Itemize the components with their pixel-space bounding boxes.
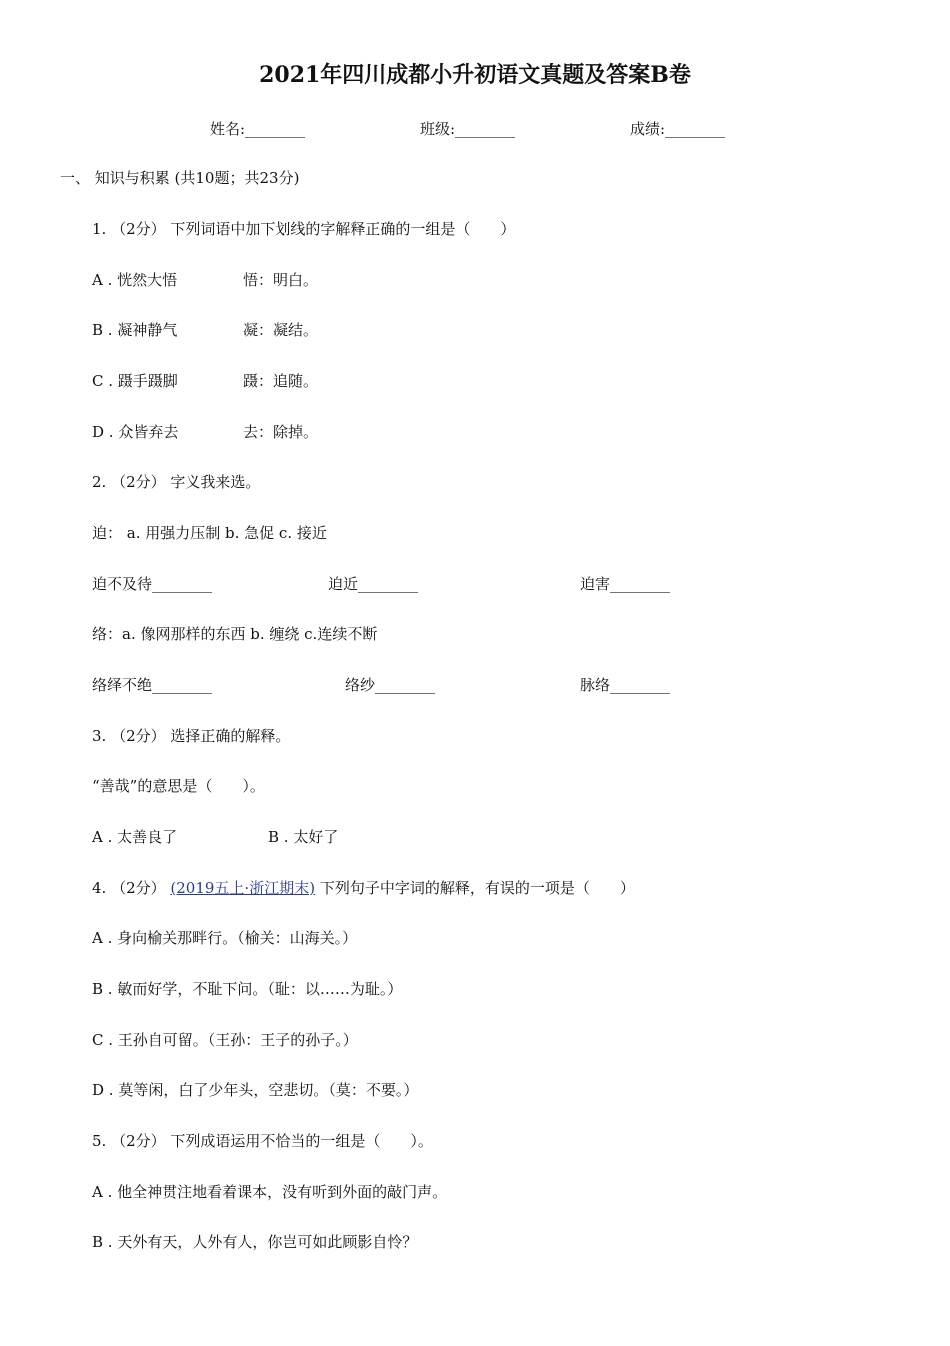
score-field: 成绩:________ [630, 120, 726, 138]
q1-option-c-explanation: 蹑：追随。 [243, 372, 319, 390]
q2-luo-definitions: 络：a. 像网那样的东西 b. 缠绕 c.连续不断 [92, 625, 378, 643]
q4-question-text: 下列句子中字词的解释，有误的一项是（ ） [319, 879, 635, 897]
q3-subquestion: “善哉”的意思是（ ）。 [92, 777, 265, 795]
q3-option-b: B . 太好了 [268, 828, 339, 846]
q1-option-d: D . 众皆弃去 [92, 423, 179, 441]
q1-option-a: A . 恍然大悟 [92, 271, 178, 289]
q2-po-definitions: 迫： a. 用强力压制 b. 急促 c. 接近 [92, 524, 327, 542]
q1-option-d-explanation: 去：除掉。 [243, 423, 319, 441]
q2-po-blank-3: 迫害________ [580, 575, 671, 593]
q4-option-b: B . 敏而好学，不耻下问。（耻：以……为耻。） [92, 980, 403, 998]
question-4-stem [92, 877, 635, 898]
class-field: 班级:________ [420, 120, 516, 138]
q5-option-b: B . 天外有天，人外有人，你岂可如此顾影自怜？ [92, 1233, 418, 1251]
q3-option-a: A . 太善良了 [92, 828, 178, 846]
q1-option-a-explanation: 悟：明白。 [243, 271, 319, 289]
q2-po-blank-1: 迫不及待________ [92, 575, 213, 593]
question-2-stem: 2. （2分） 字义我来选。 [92, 473, 261, 491]
q2-luo-blank-1: 络绎不绝________ [92, 676, 213, 694]
q4-source-link[interactable]: (2019五上·浙江期末) [170, 879, 316, 897]
question-3-stem: 3. （2分） 选择正确的解释。 [92, 727, 291, 745]
q4-option-a: A . 身向榆关那畔行。（榆关：山海关。） [92, 929, 358, 947]
q2-luo-blank-3: 脉络________ [580, 676, 671, 694]
q1-option-b: B . 凝神静气 [92, 321, 178, 339]
q5-option-a: A . 他全神贯注地看着课本，没有听到外面的敲门声。 [92, 1183, 448, 1201]
q1-option-b-explanation: 凝：凝结。 [243, 321, 319, 339]
q2-luo-blank-2: 络纱________ [345, 676, 436, 694]
name-field: 姓名:________ [210, 120, 306, 138]
question-1-stem: 1. （2分） 下列词语中加下划线的字解释正确的一组是（ ） [92, 220, 516, 238]
q4-option-c: C . 王孙自可留。（王孙：王子的孙子。） [92, 1031, 358, 1049]
q2-po-blank-2: 迫近________ [328, 575, 419, 593]
section-heading: 一、 知识与积累 (共10题；共23分) [60, 169, 300, 187]
question-5-stem: 5. （2分） 下列成语运用不恰当的一组是（ ）。 [92, 1132, 433, 1150]
q4-number: 4. （2分） [92, 879, 166, 897]
page-title: 2021年四川成都小升初语文真题及答案B卷 [259, 62, 691, 88]
q1-option-c: C . 蹑手蹑脚 [92, 372, 178, 390]
q4-option-d: D . 莫等闲，白了少年头，空悲切。（莫：不要。） [92, 1081, 419, 1099]
